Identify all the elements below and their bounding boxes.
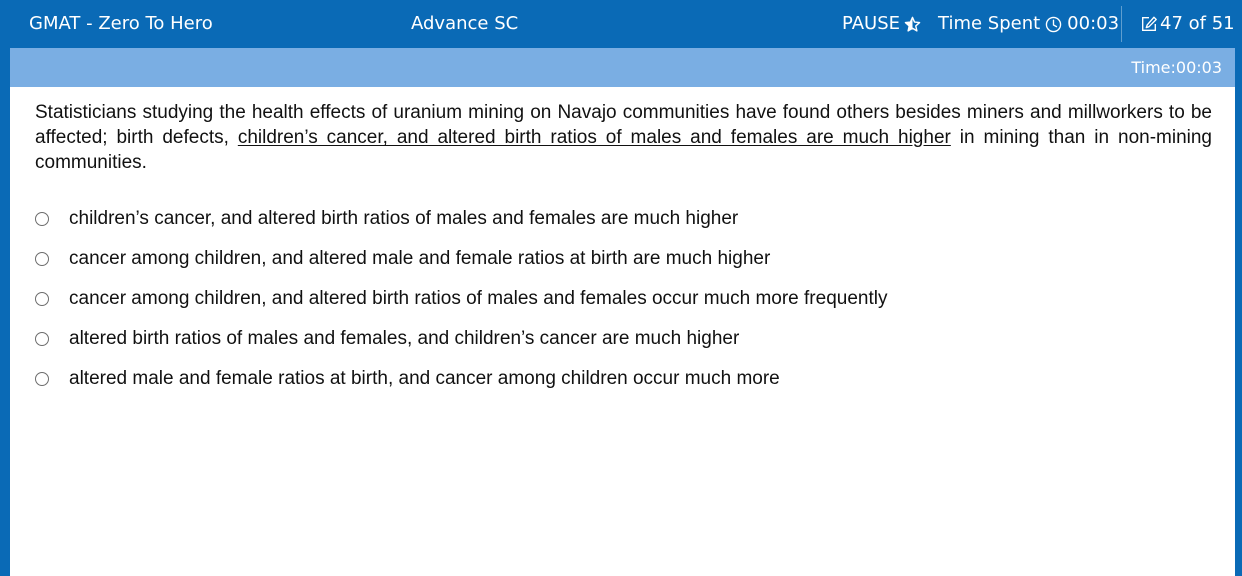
timer-bar [10,48,1235,87]
question-progress[interactable] [1140,0,1235,48]
progress-text: 47 of 51 [1160,13,1235,34]
answer-option[interactable] [35,199,1215,239]
star-icon [904,16,921,33]
header-divider [1121,6,1122,42]
time-spent-value: 00:03 [1067,13,1120,34]
question-timer: Time:00:03 [1131,58,1222,77]
stem-text-before: Statisticians studying the health effects of uranium mining on Navajo communities have found others besides miners and millworkers to be affected; birth defects, [35,102,1212,148]
app-title: GMAT - Zero To Hero [29,13,213,34]
pause-label: PAUSE [842,13,900,34]
pause-button[interactable] [842,0,921,48]
stem-text-after: in mining than in non-mining communities. [35,127,1213,173]
stem-underlined-portion: children’s cancer, and altered birth ratios of males and females are much higher [237,127,951,148]
radio-button[interactable] [35,292,49,306]
radio-button[interactable] [35,372,49,386]
option-text: altered male and female ratios at birth, and cancer among children occur much more [69,368,780,389]
option-text: cancer among children, and altered male and female ratios at birth are much higher [69,248,771,269]
answer-option[interactable] [35,359,1215,399]
answer-option[interactable] [35,319,1215,359]
time-spent [938,0,1119,48]
top-bar [0,0,1242,48]
time-spent-label: Time Spent [938,13,1041,34]
edit-icon [1140,15,1158,33]
option-text: children’s cancer, and altered birth ratios of males and females are much higher [69,208,739,229]
radio-button[interactable] [35,212,49,226]
answer-options [35,199,1215,399]
question-stem [35,100,1212,175]
answer-option[interactable] [35,239,1215,279]
answer-option[interactable] [35,279,1215,319]
clock-icon [1045,16,1062,33]
section-title: Advance SC [411,13,519,34]
radio-button[interactable] [35,252,49,266]
question-panel [10,87,1235,576]
radio-button[interactable] [35,332,49,346]
option-text: altered birth ratios of males and females, and children’s cancer are much higher [69,328,740,349]
option-text: cancer among children, and altered birth ratios of males and females occur much more frequently [69,288,888,309]
